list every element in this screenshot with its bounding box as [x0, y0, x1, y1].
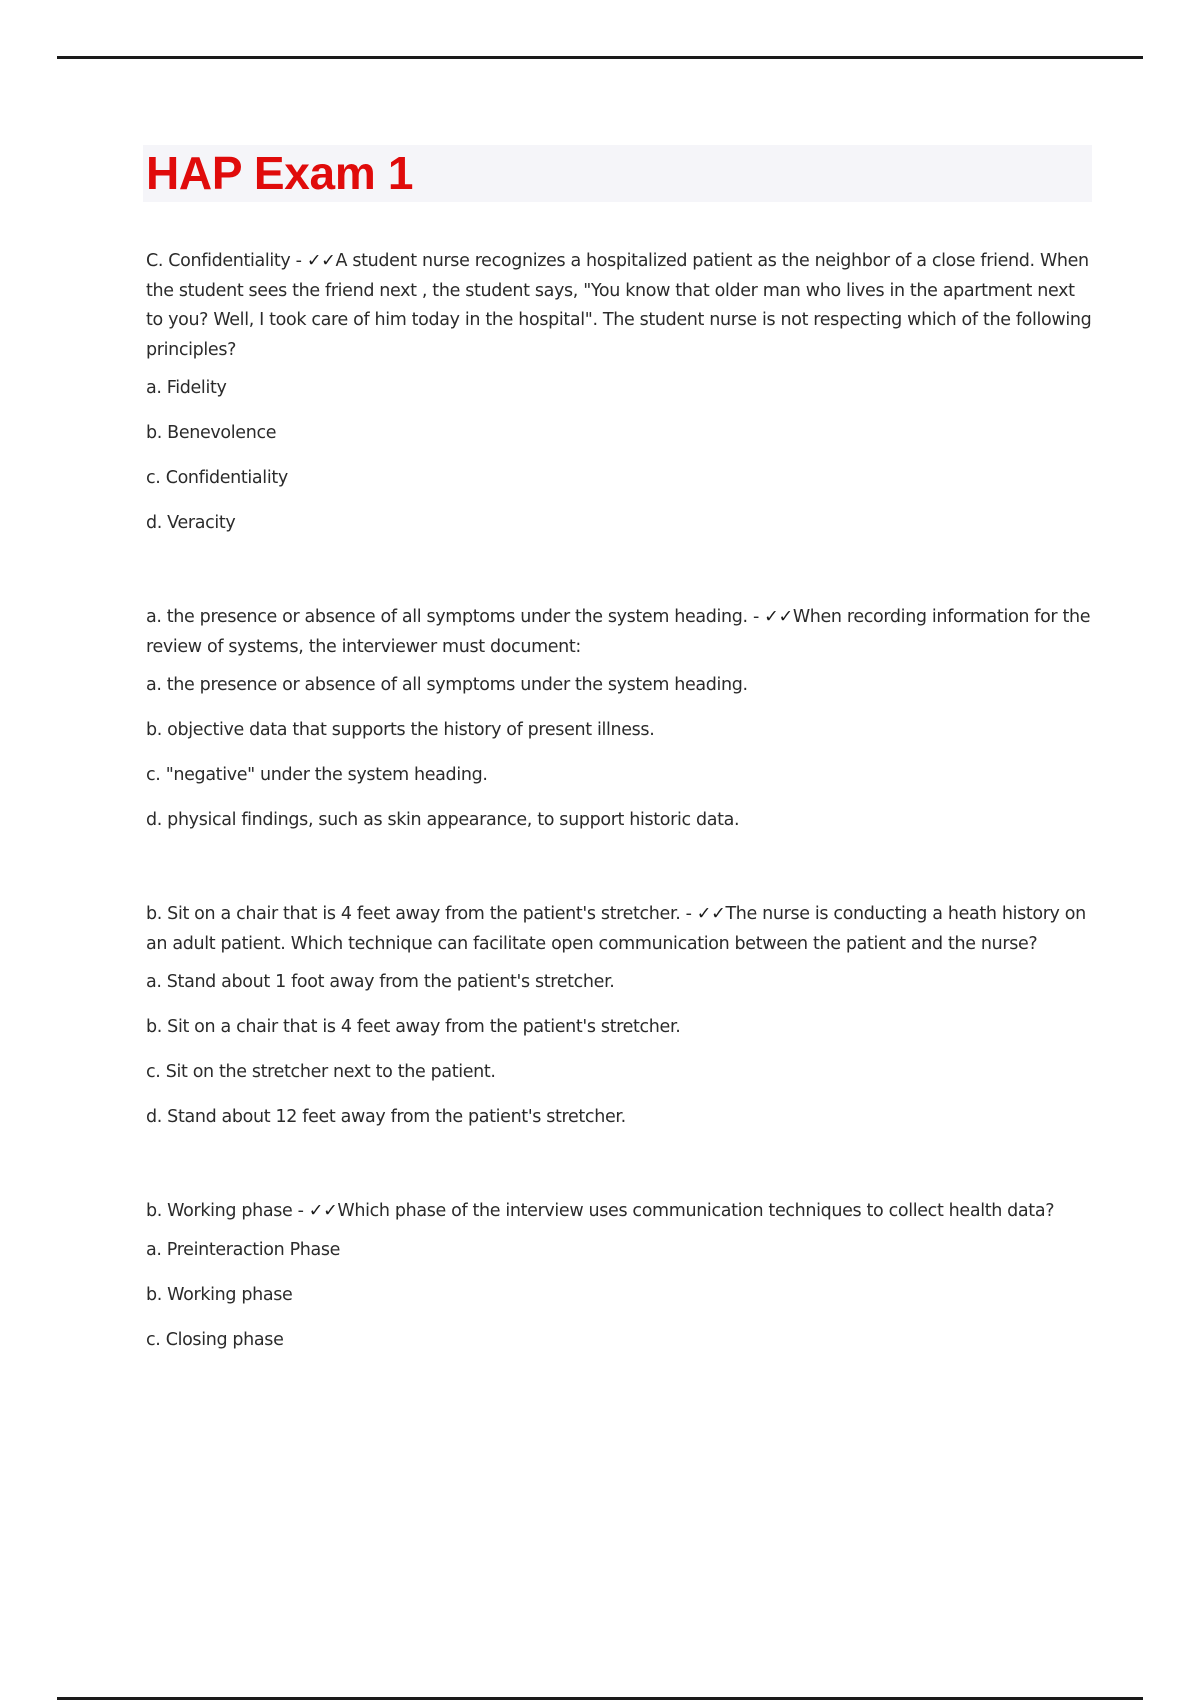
question-text: Which phase of the interview uses communication techniques to collect health data?	[337, 1201, 1055, 1221]
option-a: a. Stand about 1 foot away from the patient's stretcher.	[146, 972, 615, 992]
option-b: b. Benevolence	[146, 423, 277, 443]
document-body	[146, 247, 1096, 1374]
option-b: b. Sit on a chair that is 4 feet away from the patient's stretcher.	[146, 1017, 681, 1037]
answer-text: a. the presence or absence of all symptoms under the system heading. -	[146, 607, 765, 627]
question-block	[146, 247, 1096, 534]
option-d: d. physical findings, such as skin appearance, to support historic data.	[146, 810, 740, 830]
question-block	[146, 603, 1096, 831]
option-b: b. Working phase	[146, 1284, 293, 1305]
option-c: c. Sit on the stretcher next to the patient.	[146, 1062, 496, 1082]
option-d: d. Stand about 12 feet away from the patient's stretcher.	[146, 1107, 626, 1127]
option-a: a. Preinteraction Phase	[146, 1239, 341, 1260]
double-check-icon: ✓✓	[764, 607, 793, 627]
option-c: c. "negative" under the system heading.	[146, 765, 488, 785]
question-block	[146, 900, 1096, 1128]
question-text: When recording information for the review of systems, the interviewer must document:	[146, 607, 1091, 657]
title-banner	[143, 145, 1092, 202]
double-check-icon: ✓✓	[306, 251, 336, 271]
option-b: b. objective data that supports the history of present illness.	[146, 720, 655, 740]
page-title: HAP Exam 1	[146, 147, 414, 199]
spacer	[146, 557, 1096, 603]
double-check-icon: ✓✓	[696, 904, 726, 924]
question-prompt	[146, 247, 1096, 365]
spacer	[146, 1151, 1096, 1197]
answer-text: C. Confidentiality -	[146, 251, 307, 271]
question-prompt	[146, 900, 1096, 959]
double-check-icon: ✓✓	[308, 1201, 338, 1221]
option-d: d. Veracity	[146, 513, 236, 533]
question-prompt	[146, 603, 1096, 662]
question-prompt	[146, 1197, 1096, 1227]
question-text: The nurse is conducting a heath history on an adult patient. Which technique can facilitate open communication between the patient and the nurse?	[146, 904, 1086, 954]
option-a: a. the presence or absence of all symptoms under the system heading.	[146, 675, 748, 695]
option-a: a. Fidelity	[146, 378, 227, 398]
option-c: c. Confidentiality	[146, 468, 288, 488]
answer-text: b. Working phase -	[146, 1201, 309, 1221]
top-divider	[57, 56, 1143, 59]
spacer	[146, 854, 1096, 900]
question-block	[146, 1197, 1096, 1351]
answer-text: b. Sit on a chair that is 4 feet away from the patient's stretcher. -	[146, 904, 697, 924]
question-text: A student nurse recognizes a hospitalized patient as the neighbor of a close friend. When the student sees the friend next , the student says, "You know that older man who lives in the apartment next to you? Well, I took care of him today in the hospital". The student nurse is not respecting which of the following principles?	[146, 251, 1092, 360]
option-c: c. Closing phase	[146, 1329, 284, 1350]
